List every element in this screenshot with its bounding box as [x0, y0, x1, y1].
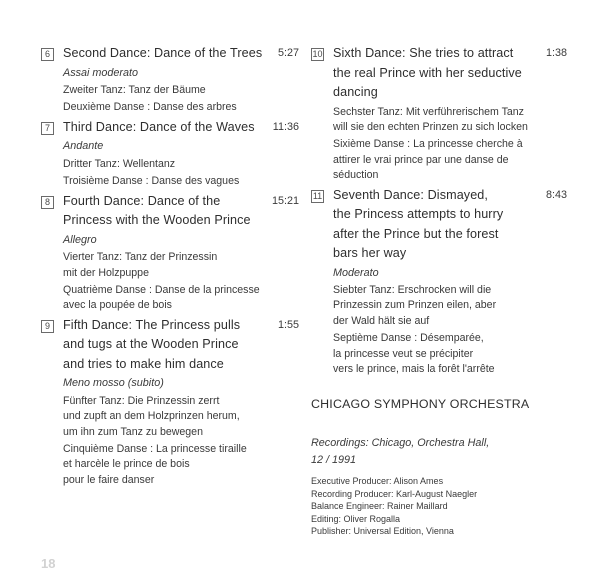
track-entry [311, 186, 567, 378]
french-title-line: Cinquième Danse : La princesse tiraille [63, 442, 247, 455]
german-title-line: Vierter Tanz: Tanz der Prinzessin [63, 251, 218, 264]
credit-line: Balance Engineer: Rainer Maillard [311, 501, 448, 512]
german-title-line: Sechster Tanz: Mit verführerischem Tanz [333, 105, 524, 118]
tempo-marking: Allegro [63, 233, 97, 246]
french-title-line: la princesse veut se précipiter [333, 347, 474, 360]
track-title-line: and tries to make him dance [63, 356, 224, 371]
right-track-list [311, 44, 567, 377]
french-title-line: vers le prince, mais la forêt l'arrête [333, 363, 495, 376]
track-entry [41, 44, 299, 116]
french-title-line: et harcèle le prince de bois [63, 458, 190, 471]
track-title-line: and tugs at the Wooden Prince [63, 337, 239, 352]
french-title-line: avec la poupée de bois [63, 299, 172, 312]
french-title-line: Troisième Danse : Danse des vagues [63, 175, 240, 188]
track-duration: 11:36 [272, 120, 299, 133]
french-title [333, 331, 567, 377]
track-entry [311, 44, 567, 184]
track-title-line: Fifth Dance: The Princess pulls [63, 317, 241, 332]
track-number-box: 7 [41, 122, 54, 135]
track-title-line: the Princess attempts to hurry [333, 207, 504, 222]
credit-line: Executive Producer: Alison Ames [311, 476, 444, 487]
german-title-line: Zweiter Tanz: Tanz der Bäume [63, 84, 206, 96]
track-title-line: Fourth Dance: Dance of the [63, 193, 221, 208]
tempo-marking: Moderato [333, 266, 379, 279]
german-title-line: der Wald hält sie auf [333, 314, 430, 327]
german-title-line: Prinzessin zum Prinzen eilen, aber [333, 299, 497, 312]
track-title-line: Second Dance: Dance of the Trees [63, 46, 263, 60]
tempo-marking: Andante [63, 140, 104, 153]
page-number: 18 [41, 556, 56, 571]
right-column [311, 44, 567, 538]
track-title-row [333, 186, 567, 264]
track-title-line: after the Prince but the forest [333, 226, 499, 241]
track-title-row [333, 44, 567, 103]
french-title-line: Quatrième Danse : Danse de la princesse [63, 283, 260, 296]
track-title [333, 186, 503, 264]
credit-line: Editing: Oliver Rogalla [311, 513, 401, 524]
track-entry [41, 316, 299, 488]
german-title [63, 394, 299, 440]
track-duration: 1:55 [277, 318, 299, 331]
german-title-line: Dritter Tanz: Wellentanz [63, 157, 176, 170]
german-title [63, 250, 299, 281]
track-title [63, 192, 251, 231]
track-title [63, 316, 240, 375]
credits-list [311, 475, 567, 537]
track-title-row [63, 44, 299, 64]
tempo-marking: Assai moderato [63, 66, 139, 79]
track-number-box: 11 [312, 190, 323, 201]
track-entry [41, 192, 299, 314]
german-title-line: um ihn zum Tanz zu bewegen [63, 425, 203, 438]
french-title [333, 137, 567, 183]
credit-line: Publisher: Universal Edition, Vienna [311, 526, 454, 537]
track-title-line: Third Dance: Dance of the Waves [63, 119, 255, 134]
track-entry [41, 118, 299, 190]
german-title [333, 105, 567, 136]
french-title-line: Sixième Danse : La princesse cherche à [333, 138, 523, 151]
french-title-line: pour le faire danser [63, 473, 155, 486]
german-title [333, 283, 567, 329]
french-title [63, 174, 299, 189]
track-title [333, 44, 522, 103]
track-title-row [63, 316, 299, 375]
french-title-line: Deuxième Danse : Danse des arbres [63, 101, 237, 114]
french-title [63, 442, 299, 488]
recording-line: Recordings: Chicago, Orchestra Hall, [311, 437, 490, 450]
track-title-line: Princess with the Wooden Prince [63, 213, 251, 228]
track-title-line: bars her way [333, 246, 407, 261]
track-title [63, 118, 255, 138]
track-title [63, 44, 262, 64]
track-number-box: 8 [41, 196, 54, 209]
orchestra-name: CHICAGO SYMPHONY ORCHESTRA [311, 397, 530, 412]
track-duration: 5:27 [277, 47, 299, 59]
german-title-line: will sie den echten Prinzen zu sich locken [333, 120, 528, 133]
recording-line: 12 / 1991 [311, 454, 357, 467]
french-title-line: attirer le vrai prince par une danse de [333, 153, 509, 166]
german-title [63, 83, 299, 98]
track-title-line: Sixth Dance: She tries to attract [333, 46, 514, 60]
track-duration: 8:43 [545, 188, 567, 201]
german-title-line: Siebter Tanz: Erschrocken will die [333, 284, 492, 297]
track-title-line: dancing [333, 85, 378, 99]
track-duration: 1:38 [545, 47, 567, 59]
french-title-line: séduction [333, 169, 379, 182]
french-title [63, 283, 299, 314]
track-title-row [63, 118, 299, 138]
track-title-row [63, 192, 299, 231]
track-duration: 15:21 [271, 194, 299, 207]
track-number-box: 9 [41, 320, 54, 333]
tempo-marking: Meno mosso (subito) [63, 377, 164, 390]
french-title [63, 100, 299, 115]
credit-line: Recording Producer: Karl-August Naegler [311, 488, 478, 499]
french-title-line: Septième Danse : Désemparée, [333, 332, 484, 345]
track-number-box: 10 [312, 49, 323, 59]
left-column [41, 44, 299, 490]
track-title-line: the real Prince with her seductive [333, 65, 522, 80]
track-number-box: 6 [41, 48, 54, 61]
recording-info [311, 435, 567, 469]
track-title-line: Seventh Dance: Dismayed, [333, 187, 489, 202]
german-title-line: mit der Holzpuppe [63, 266, 149, 279]
german-title-line: Fünfter Tanz: Die Prinzessin zerrt [63, 394, 220, 407]
german-title-line: und zupft an dem Holzprinzen herum, [63, 410, 240, 423]
german-title [63, 157, 299, 172]
